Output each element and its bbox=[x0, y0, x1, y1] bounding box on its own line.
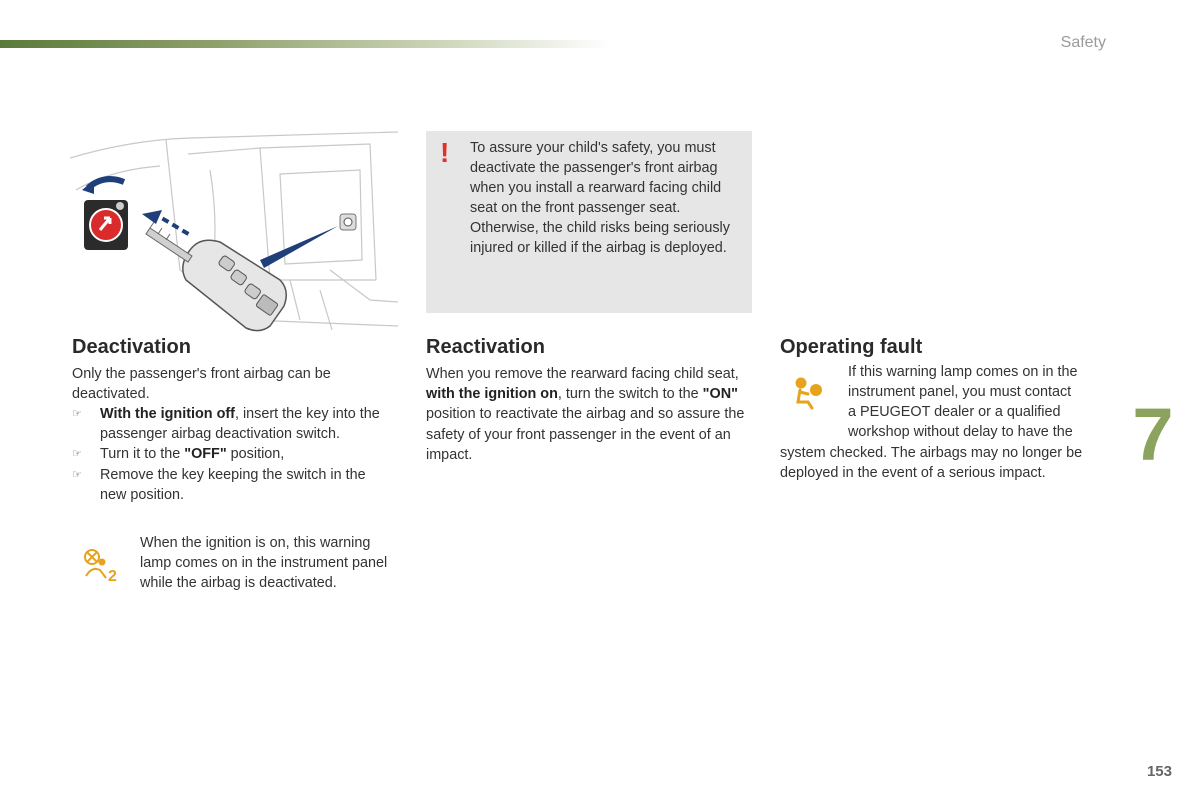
deactivation-lamp-note: When the ignition is on, this warning lamp comes on in the instrument panel while the airbag is deactivated. bbox=[140, 535, 388, 592]
airbag-fault-lamp-icon bbox=[792, 376, 826, 410]
reactivation-heading: Reactivation bbox=[426, 336, 545, 358]
airbag-switch-illustration bbox=[70, 130, 398, 336]
fault-text-line: a PEUGEOT dealer or a qualified bbox=[848, 404, 1061, 420]
bullet-pointer-icon: ☞ bbox=[72, 468, 82, 481]
fault-text-line: system checked. The airbags may no longer be bbox=[780, 445, 1083, 461]
deactivation-heading: Deactivation bbox=[72, 336, 191, 358]
chapter-number: 7 bbox=[1132, 393, 1174, 476]
header-color-bar bbox=[0, 40, 610, 48]
deactivation-intro: Only the passenger's front airbag can be deactivated. bbox=[72, 366, 331, 403]
airbag-off-lamp-icon bbox=[82, 548, 120, 584]
warning-exclamation-icon: ! bbox=[440, 137, 450, 168]
safety-warning-box bbox=[426, 131, 752, 313]
fault-text-line: instrument panel, you must contact bbox=[848, 384, 1072, 400]
fault-text-line: deployed in the event of a serious impact. bbox=[780, 465, 1046, 481]
deactivation-step: ☞ Turn it to the "OFF" position, bbox=[72, 444, 392, 464]
reactivation-text: When you remove the rearward facing child seat, with the ignition on, turn the switch to the "ON" position to reactivate the airbag and so assure the safety of your front passenger in the event of an impact. bbox=[426, 366, 745, 463]
page-number: 153 bbox=[1146, 763, 1172, 780]
deactivation-step: ☞ Remove the key keeping the switch in the new position. bbox=[72, 466, 366, 503]
svg-text:2: 2 bbox=[108, 568, 117, 584]
bullet-pointer-icon: ☞ bbox=[72, 448, 82, 461]
fault-text-line: If this warning lamp comes on in the bbox=[848, 364, 1078, 380]
operating-fault-heading: Operating fault bbox=[780, 336, 923, 358]
deactivation-steps bbox=[72, 404, 392, 505]
warning-text: To assure your child's safety, you must deactivate the passenger's front airbag when you install a rearward facing child seat on the front passenger seat. Otherwise, the child risks being seriously injured or killed if the airbag is deployed. bbox=[470, 140, 730, 256]
bullet-pointer-icon: ☞ bbox=[72, 408, 82, 420]
section-label: Safety bbox=[1060, 34, 1106, 51]
fault-text-line: workshop without delay to have the bbox=[848, 424, 1073, 440]
deactivation-step: ☞ With the ignition off, insert the key into the passenger airbag deactivation switch. bbox=[72, 406, 380, 443]
